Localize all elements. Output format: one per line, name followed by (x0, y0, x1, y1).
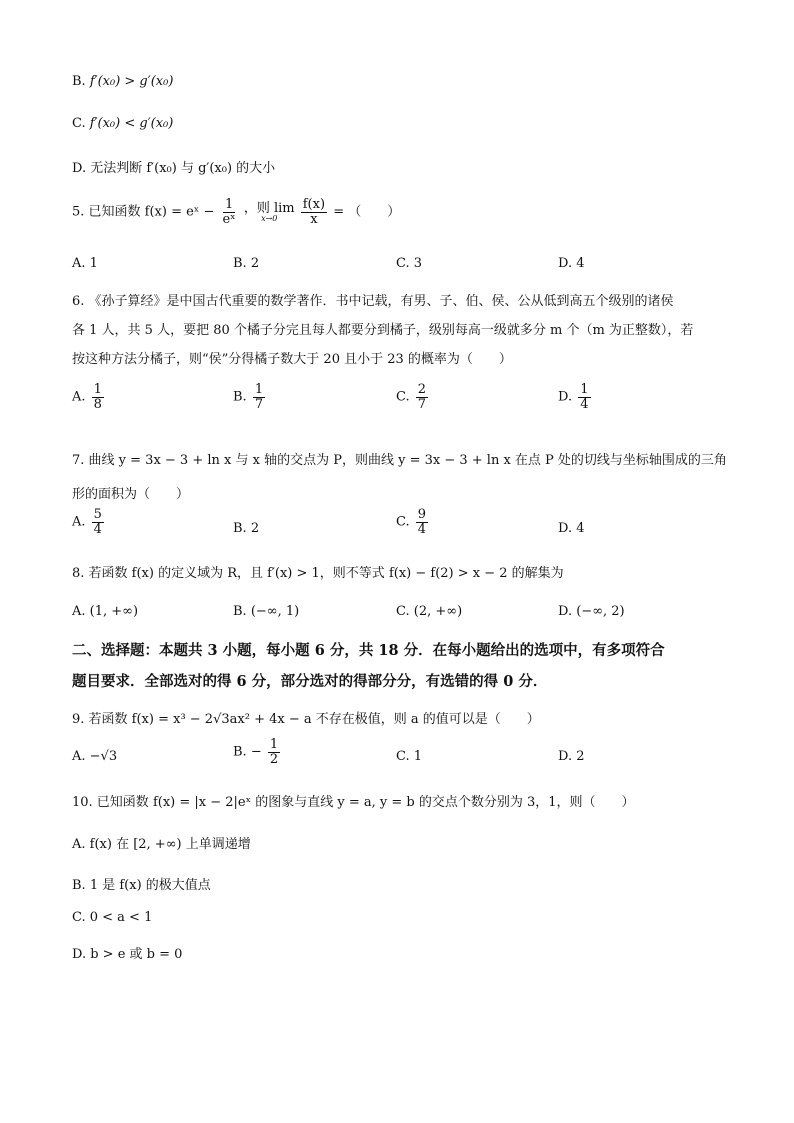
q6-option-b: B. $\frac{1}{7}$ (233, 382, 264, 412)
q7-option-a: A. $\frac{5}{4}$ (72, 507, 102, 537)
q8-stem: 8. 若函数 f(x) 的定义域为 R，且 f′(x) > 1，则不等式 f(x) − f(2) > x − 2 的解集为 (72, 566, 564, 581)
q8-option-d: D. (−∞, 2) (558, 604, 625, 619)
q5-fraction-2: $\frac{f(x)}{x}$ (302, 197, 326, 227)
q8-option-c: C. (2, +∞) (396, 604, 463, 619)
q8-option-b: B. (−∞, 1) (233, 604, 300, 619)
q10-option-a: A. f(x) 在 [2, +∞) 上单调递增 (72, 837, 251, 852)
q6-stem-line-3: 按这种方法分橘子，则“侯”分得橘子数大于 20 且小于 23 的概率为（ ） (72, 352, 512, 367)
q7-option-c: C. $\frac{9}{4}$ (396, 507, 427, 537)
q6-option-c: C. $\frac{2}{7}$ (396, 382, 427, 412)
q8-option-a: A. (1, +∞) (72, 604, 139, 619)
q9-option-a: A. −√3 (72, 749, 118, 764)
section-2-heading-line-1: 二、选择题：本题共 3 小题，每小题 6 分，共 18 分．在每小题给出的选项中，有多项符合 (72, 642, 665, 659)
q6-stem-line-2: 各 1 人，共 5 人，要把 80 个橘子分完且每人都要分到橘子，级别每高一级就多分 m 个（m 为正整数），若 (72, 323, 694, 338)
q5-option-d: D. 4 (558, 256, 585, 271)
q7-option-b: B. 2 (233, 521, 260, 536)
q6-option-d: D. $\frac{1}{4}$ (558, 382, 589, 412)
q4-option-d: D. 无法判断 f′(x₀) 与 g′(x₀) 的大小 (72, 161, 276, 176)
q9-option-d: D. 2 (558, 749, 585, 764)
q5-stem: 5. 已知函数 f(x) = eˣ − $\frac{1}{\text{eˣ}}$ ，则 lim x→0 $\frac{f(x)}{x}$ = （ ） (72, 197, 401, 227)
q9-option-c: C. 1 (396, 749, 423, 764)
q10-option-c: C. 0 < a < 1 (72, 910, 153, 925)
q4-option-b: B. f′(x₀) > g′(x₀) (72, 74, 174, 89)
q10-option-b: B. 1 是 f(x) 的极大值点 (72, 878, 211, 893)
q5-limit: ，则 lim x→0 (243, 200, 295, 223)
q7-stem-line-1: 7. 曲线 y = 3x − 3 + ln x 与 x 轴的交点为 P，则曲线 y = 3x − 3 + ln x 在点 P 处的切线与坐标轴围成的三角 (72, 453, 727, 468)
q5-option-b: B. 2 (233, 256, 260, 271)
q9-option-b: B. − $\frac{1}{2}$ (233, 737, 279, 767)
q5-option-c: C. 3 (396, 256, 423, 271)
q7-option-d: D. 4 (558, 521, 585, 536)
q10-stem: 10. 已知函数 f(x) = |x − 2|eˣ 的图象与直线 y = a, y = b 的交点个数分别为 3，1，则（ ） (72, 795, 635, 810)
q6-stem-line-1: 6. 《孙子算经》是中国古代重要的数学著作．书中记载，有男、子、伯、侯、公从低到高五个级别的诸侯 (72, 294, 674, 309)
q10-option-d: D. b > e 或 b = 0 (72, 947, 183, 962)
q7-stem-line-2: 形的面积为（ ） (72, 487, 190, 502)
q4-option-c: C. f′(x₀) < g′(x₀) (72, 116, 174, 131)
q5-fraction-1: $\frac{1}{\text{eˣ}}$ (222, 197, 236, 227)
section-2-heading-line-2: 题目要求．全部选对的得 6 分，部分选对的得部分分，有选错的得 0 分． (72, 673, 548, 690)
q6-option-a: A. $\frac{1}{8}$ (72, 382, 102, 412)
q5-option-a: A. 1 (72, 256, 98, 271)
q9-stem: 9. 若函数 f(x) = x³ − 2√3ax² + 4x − a 不存在极值，则 a 的值可以是（ ） (72, 712, 540, 727)
